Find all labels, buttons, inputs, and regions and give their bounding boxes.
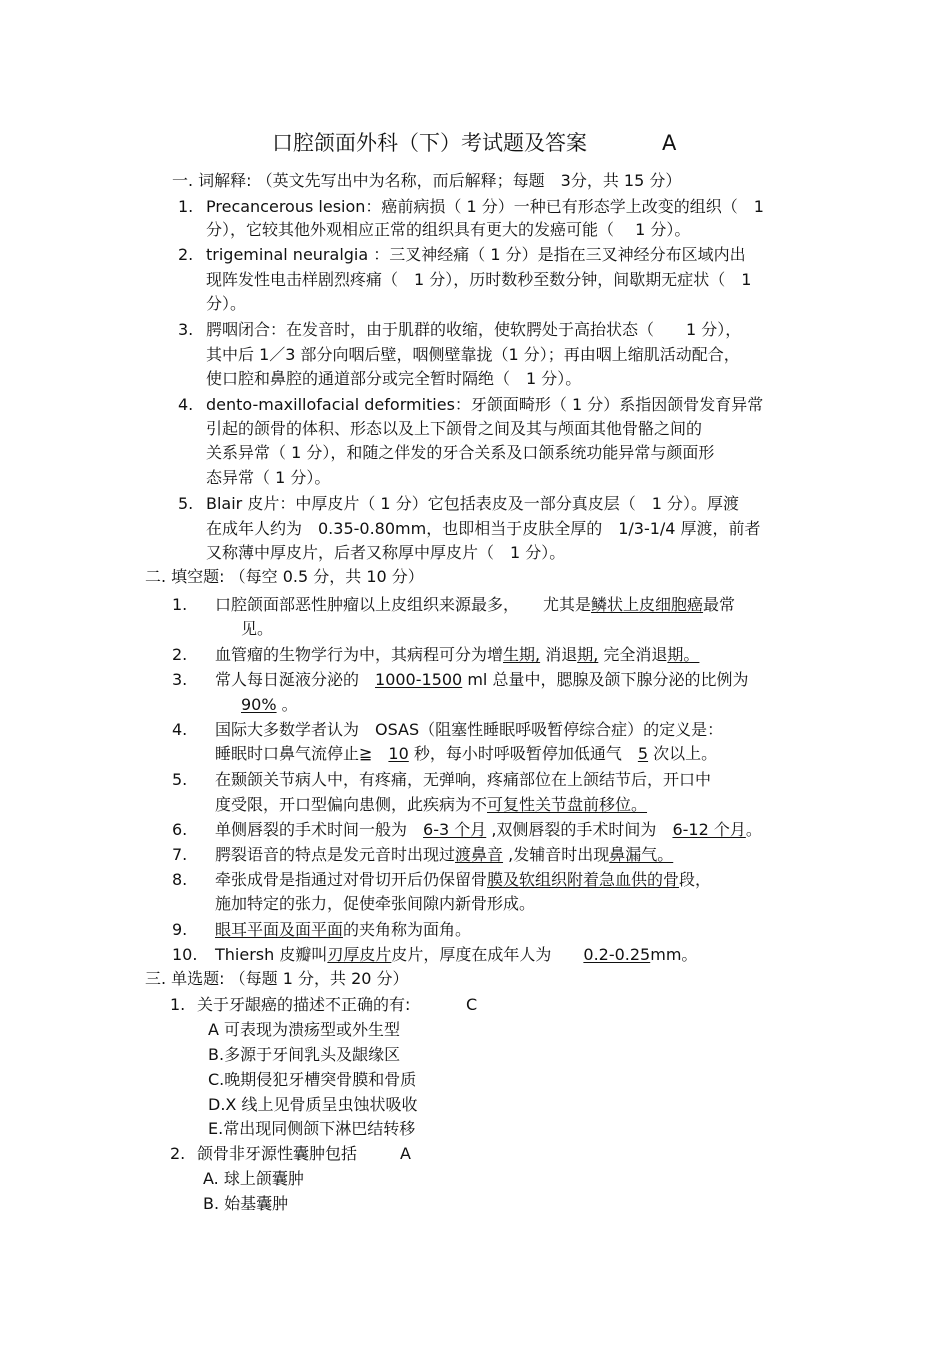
option: E.常出现同侧颌下淋巴结转移 — [208, 1119, 416, 1138]
s2-q8-line: 施加特定的张力，促使牵张间隙内新骨形成。 — [215, 894, 536, 913]
answer-blank: 刃厚皮片 — [327, 945, 392, 964]
s2-q10-line: Thiersh 皮瓣叫刃厚皮片皮片，厚度在成年人为 0.2-0.25mm。 — [215, 945, 698, 964]
item-line: 又称薄中厚皮片，后者又称厚中厚皮片（ 1 分）。 — [206, 543, 566, 562]
s2-q10-number: 10. — [172, 945, 198, 964]
answer-blank: 0.2-0.25 — [583, 945, 651, 964]
item-line: 现阵发性电击样剧烈疼痛（ 1 分），历时数秒至数分钟，间歇期无症状（ 1 — [206, 270, 752, 289]
s2-q1-line: 见。 — [241, 619, 274, 638]
s3-q2-number: 2. — [170, 1144, 186, 1163]
s2-q4-line: 睡眠时口鼻气流停止≧ 10 秒，每小时呼吸暂停加低通气 5 次以上。 — [215, 744, 718, 763]
item-line: 在成年人约为 0.35-0.80mm，也即相当于皮肤全厚的 1/3-1/4 厚渡，前者 — [206, 519, 761, 538]
option: B.多源于牙间乳头及龈缘区 — [208, 1045, 401, 1064]
item-number: 4. — [178, 395, 194, 414]
section-2-heading: 二. 填空题: （每空 0.5 分，共 10 分） — [145, 567, 424, 586]
s3-q2-text: 颌骨非牙源性囊肿包括 — [197, 1144, 358, 1163]
s3-q1-number: 1. — [170, 995, 186, 1014]
s2-q7-number: 7. — [172, 845, 188, 864]
s3-q1-answer: C — [466, 995, 478, 1014]
answer-blank: 鳞状上皮细胞癌 — [591, 595, 704, 614]
item-number: 3. — [178, 320, 194, 339]
s2-q8-number: 8. — [172, 870, 188, 889]
item-line: 分）。 — [206, 294, 247, 313]
item-line: Precancerous lesion：癌前病损（ 1 分）一种已有形态学上改变的组织（ 1 — [206, 197, 764, 216]
page-title: 口腔颌面外科（下）考试题及答案 — [272, 131, 587, 155]
answer-blank: 渡鼻音 — [455, 845, 504, 864]
s2-q9-line: 眼耳平面及面平面的夹角称为面角。 — [215, 920, 472, 939]
s2-q1-number: 1. — [172, 595, 188, 614]
s2-q8-line: 牵张成骨是指通过对骨切开后仍保留骨膜及软组织附着急血供的骨段， — [215, 870, 712, 889]
item-line: 腭咽闭合：在发音时，由于肌群的收缩，使软腭处于高抬状态（ 1 分）， — [206, 320, 742, 339]
s2-q2-number: 2. — [172, 645, 188, 664]
s2-q6-line: 单侧唇裂的手术时间一般为 6-3 个月 ,双侧唇裂的手术时间为 6-12 个月。 — [215, 820, 762, 839]
s2-q2-line: 血管瘤的生物学行为中，其病程可分为增生期, 消退期, 完全消退期。 — [215, 645, 700, 664]
s2-q7-line: 腭裂语音的特点是发元音时出现过渡鼻音 ,发辅音时出现鼻漏气。 — [215, 845, 674, 864]
s2-q3-line: 90% 。 — [241, 695, 298, 714]
option: A 可表现为溃疡型或外生型 — [208, 1020, 401, 1039]
item-line: 关系异常（ 1 分），和随之伴发的牙合关系及口颌系统功能异常与颜面形 — [206, 443, 715, 462]
s3-q1-text: 关于牙龈癌的描述不正确的有: — [197, 995, 411, 1014]
s2-q5-line: 度受限，开口型偏向患侧，此疾病为不可复性关节盘前移位。 — [215, 795, 648, 814]
item-line: 使口腔和鼻腔的通道部分或完全暂时隔绝（ 1 分）。 — [206, 369, 582, 388]
s3-q2-answer: A — [400, 1144, 411, 1163]
option: C.晚期侵犯牙槽突骨膜和骨质 — [208, 1070, 417, 1089]
s2-q9-number: 9. — [172, 920, 188, 939]
s2-q5-number: 5. — [172, 770, 188, 789]
s2-q1-line: 口腔颌面部恶性肿瘤以上皮组织来源最多， 尤其是鳞状上皮细胞癌最常 — [215, 595, 736, 614]
answer-blank: 90% — [241, 695, 277, 714]
item-line: 其中后 1／3 部分向咽后壁，咽侧壁靠拢（1 分）；再由咽上缩肌活动配合， — [206, 345, 740, 364]
item-line: 分），它较其他外观相应正常的组织具有更大的发癌可能（ 1 分）。 — [206, 220, 691, 239]
item-line: 态异常（ 1 分）。 — [206, 468, 331, 487]
answer-blank: 膜及软组织附着急血供的骨 — [487, 870, 680, 889]
answer-blank: 期, — [577, 645, 599, 664]
s2-q6-number: 6. — [172, 820, 188, 839]
answer-blank: 可复性关节盘前移位。 — [487, 795, 648, 814]
item-line: 引起的颌骨的体积、形态以及上下颌骨之间及其与颅面其他骨骼之间的 — [206, 419, 703, 438]
item-number: 2. — [178, 245, 194, 264]
item-line: dento-maxillofacial deformities：牙颌面畸形（ 1 分）系指因颌骨发育异常 — [206, 395, 764, 414]
answer-blank: 10 — [388, 744, 409, 763]
section-3-heading: 三. 单选题: （每题 1 分，共 20 分） — [145, 969, 409, 988]
answer-blank: 眼耳平面及面平面 — [215, 920, 344, 939]
option: B. 始基囊肿 — [203, 1194, 289, 1213]
option: D.X 线上见骨质呈虫蚀状吸收 — [208, 1095, 418, 1114]
s2-q4-number: 4. — [172, 720, 188, 739]
answer-blank: 鼻漏气。 — [609, 845, 674, 864]
s2-q3-number: 3. — [172, 670, 188, 689]
item-number: 5. — [178, 494, 194, 513]
answer-blank: 期。 — [667, 645, 700, 664]
title-version-letter: A — [662, 131, 677, 155]
answer-blank: 生期, — [503, 645, 541, 664]
option: A. 球上颌囊肿 — [203, 1169, 304, 1188]
item-line: Blair 皮片：中厚皮片（ 1 分）它包括表皮及一部分真皮层（ 1 分）。厚渡 — [206, 494, 739, 513]
answer-blank: 5 — [637, 744, 649, 763]
answer-blank: 6-3 个月 — [423, 820, 487, 839]
s2-q4-line: 国际大多数学者认为 OSAS（阻塞性睡眠呼吸暂停综合症）的定义是： — [215, 720, 724, 739]
s2-q3-line: 常人每日涎液分泌的 1000-1500 ml 总量中，腮腺及颌下腺分泌的比例为 — [215, 670, 749, 689]
section-1-heading: 一. 词解释: （英文先写出中为名称，而后解释；每题 3分，共 15 分） — [172, 171, 682, 190]
answer-blank: 1000-1500 — [375, 670, 463, 689]
item-number: 1. — [178, 197, 194, 216]
answer-blank: 6-12 个月 — [672, 820, 746, 839]
item-line: trigeminal neuralgia ：三叉神经痛（ 1 分）是指在三叉神经分布区域内出 — [206, 245, 746, 264]
s2-q5-line: 在颞颌关节病人中，有疼痛，无弹响，疼痛部位在上颌结节后，开口中 — [215, 770, 712, 789]
